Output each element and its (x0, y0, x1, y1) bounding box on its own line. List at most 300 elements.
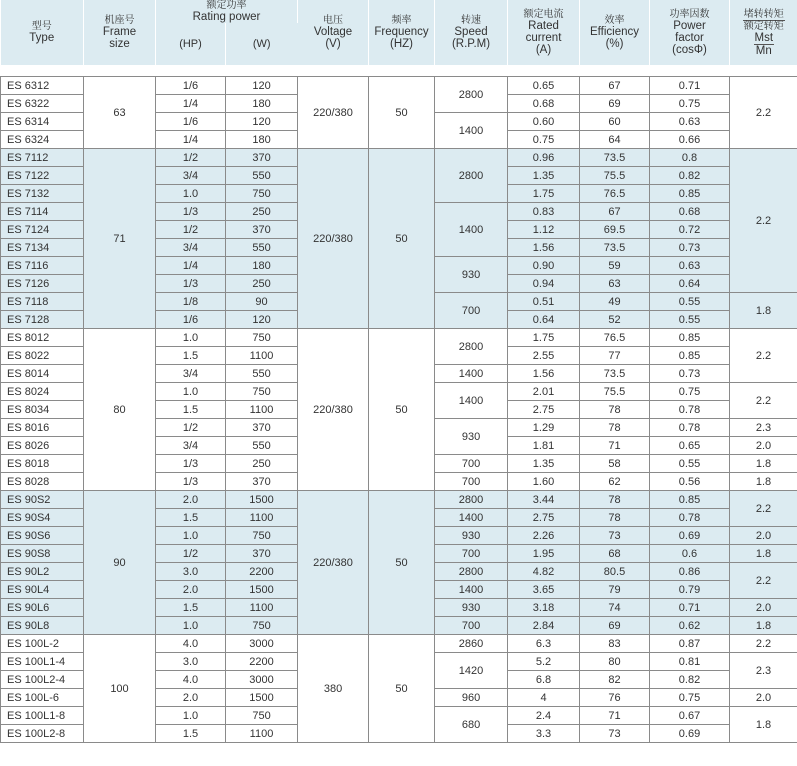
efficiency-cell: 76.5 (580, 185, 650, 203)
type-cell: ES 100L1-4 (1, 653, 84, 671)
type-cell: ES 100L-6 (1, 689, 84, 707)
power-factor-cell: 0.65 (650, 437, 730, 455)
watt-cell: 750 (226, 329, 298, 347)
voltage-cell: 220/380 (298, 149, 369, 329)
power-factor-cell: 0.56 (650, 473, 730, 491)
power-factor-cell: 0.85 (650, 347, 730, 365)
torque-ratio-cell: 2.2 (730, 383, 797, 419)
speed-cell: 680 (435, 707, 508, 743)
hp-cell: 1.5 (156, 725, 226, 743)
current-cell: 1.29 (508, 419, 580, 437)
type-cell: ES 90L8 (1, 617, 84, 635)
watt-cell: 550 (226, 365, 298, 383)
watt-cell: 180 (226, 131, 298, 149)
type-cell: ES 8016 (1, 419, 84, 437)
power-factor-cell: 0.72 (650, 221, 730, 239)
power-factor-cell: 0.55 (650, 293, 730, 311)
current-cell: 5.2 (508, 653, 580, 671)
power-factor-cell: 0.75 (650, 689, 730, 707)
table-row (1, 635, 797, 653)
header-frequency: 频率 Frequency (HZ) (369, 0, 435, 65)
speed-cell: 700 (435, 293, 508, 329)
current-cell: 2.75 (508, 401, 580, 419)
type-cell: ES 90S4 (1, 509, 84, 527)
speed-cell: 700 (435, 455, 508, 473)
hp-cell: 2.0 (156, 491, 226, 509)
efficiency-cell: 80 (580, 653, 650, 671)
hp-cell: 4.0 (156, 635, 226, 653)
current-cell: 1.35 (508, 455, 580, 473)
hp-cell: 1/3 (156, 455, 226, 473)
watt-cell: 1100 (226, 401, 298, 419)
speed-cell: 700 (435, 545, 508, 563)
header-voltage: 电压 Voltage (V) (298, 0, 369, 65)
voltage-cell: 380 (298, 635, 369, 743)
hp-cell: 1/6 (156, 77, 226, 95)
speed-cell: 1400 (435, 203, 508, 257)
voltage-cell: 220/380 (298, 329, 369, 491)
efficiency-cell: 74 (580, 599, 650, 617)
speed-cell: 2800 (435, 491, 508, 509)
hp-cell: 1/2 (156, 419, 226, 437)
torque-ratio-cell: 2.0 (730, 689, 797, 707)
current-cell: 0.60 (508, 113, 580, 131)
efficiency-cell: 73 (580, 725, 650, 743)
current-cell: 0.96 (508, 149, 580, 167)
header-power-factor: 功率因数 Power factor (cosΦ) (650, 0, 730, 65)
power-factor-cell: 0.8 (650, 149, 730, 167)
hp-cell: 1/4 (156, 257, 226, 275)
efficiency-cell: 62 (580, 473, 650, 491)
efficiency-cell: 67 (580, 77, 650, 95)
power-factor-cell: 0.55 (650, 455, 730, 473)
current-cell: 2.55 (508, 347, 580, 365)
watt-cell: 250 (226, 203, 298, 221)
efficiency-cell: 80.5 (580, 563, 650, 581)
efficiency-cell: 58 (580, 455, 650, 473)
current-cell: 2.4 (508, 707, 580, 725)
watt-cell: 1500 (226, 581, 298, 599)
efficiency-cell: 76.5 (580, 329, 650, 347)
header-torque-ratio: 堵转转矩 额定转矩 Mst Mn (730, 0, 797, 65)
hp-cell: 1.5 (156, 401, 226, 419)
torque-ratio-cell: 2.2 (730, 149, 797, 293)
efficiency-cell: 71 (580, 437, 650, 455)
watt-cell: 750 (226, 383, 298, 401)
type-cell: ES 8026 (1, 437, 84, 455)
torque-ratio-cell: 2.0 (730, 527, 797, 545)
watt-cell: 550 (226, 239, 298, 257)
current-cell: 6.8 (508, 671, 580, 689)
power-factor-cell: 0.79 (650, 581, 730, 599)
hp-cell: 3/4 (156, 365, 226, 383)
power-factor-cell: 0.82 (650, 167, 730, 185)
efficiency-cell: 82 (580, 671, 650, 689)
efficiency-cell: 73 (580, 527, 650, 545)
hp-cell: 3/4 (156, 167, 226, 185)
current-cell: 2.84 (508, 617, 580, 635)
table-row (1, 491, 797, 509)
watt-cell: 180 (226, 95, 298, 113)
current-cell: 3.18 (508, 599, 580, 617)
current-cell: 4.82 (508, 563, 580, 581)
header-type: 型号 Type (1, 0, 84, 65)
type-cell: ES 8034 (1, 401, 84, 419)
hp-cell: 1/2 (156, 149, 226, 167)
type-cell: ES 8028 (1, 473, 84, 491)
watt-cell: 120 (226, 77, 298, 95)
speed-cell: 2800 (435, 563, 508, 581)
hp-cell: 1/3 (156, 275, 226, 293)
current-cell: 0.51 (508, 293, 580, 311)
speed-cell: 2800 (435, 149, 508, 203)
efficiency-cell: 64 (580, 131, 650, 149)
hp-cell: 3/4 (156, 239, 226, 257)
hp-cell: 3.0 (156, 563, 226, 581)
power-factor-cell: 0.67 (650, 707, 730, 725)
hp-cell: 1/2 (156, 545, 226, 563)
efficiency-cell: 78 (580, 419, 650, 437)
current-cell: 1.81 (508, 437, 580, 455)
frame-size-cell: 80 (84, 329, 156, 491)
power-factor-cell: 0.63 (650, 113, 730, 131)
power-factor-cell: 0.81 (650, 653, 730, 671)
speed-cell: 1400 (435, 113, 508, 149)
efficiency-cell: 83 (580, 635, 650, 653)
torque-ratio-cell: 1.8 (730, 293, 797, 329)
type-cell: ES 90S2 (1, 491, 84, 509)
watt-cell: 120 (226, 113, 298, 131)
efficiency-cell: 69 (580, 95, 650, 113)
current-cell: 2.26 (508, 527, 580, 545)
current-cell: 6.3 (508, 635, 580, 653)
torque-ratio-cell: 2.0 (730, 599, 797, 617)
table-row (1, 149, 797, 167)
type-cell: ES 90S8 (1, 545, 84, 563)
torque-ratio-cell: 2.2 (730, 635, 797, 653)
efficiency-cell: 49 (580, 293, 650, 311)
current-cell: 1.56 (508, 365, 580, 383)
hp-cell: 3/4 (156, 437, 226, 455)
hp-cell: 2.0 (156, 581, 226, 599)
table-header (1, 0, 797, 65)
torque-ratio-cell: 1.8 (730, 617, 797, 635)
efficiency-cell: 52 (580, 311, 650, 329)
watt-cell: 2200 (226, 563, 298, 581)
current-cell: 0.83 (508, 203, 580, 221)
torque-ratio-cell: 1.8 (730, 455, 797, 473)
watt-cell: 370 (226, 419, 298, 437)
power-factor-cell: 0.66 (650, 131, 730, 149)
watt-cell: 550 (226, 167, 298, 185)
hp-cell: 1.0 (156, 185, 226, 203)
power-factor-cell: 0.73 (650, 365, 730, 383)
efficiency-cell: 75.5 (580, 167, 650, 185)
frequency-cell: 50 (369, 329, 435, 491)
header-hp: (HP) (156, 23, 226, 65)
power-factor-cell: 0.69 (650, 527, 730, 545)
speed-cell: 1420 (435, 653, 508, 689)
type-cell: ES 7114 (1, 203, 84, 221)
torque-ratio-cell: 2.3 (730, 653, 797, 689)
torque-ratio-cell: 2.2 (730, 77, 797, 149)
current-cell: 0.90 (508, 257, 580, 275)
frame-size-cell: 71 (84, 149, 156, 329)
header-w: (W) (226, 23, 298, 65)
type-cell: ES 100L-2 (1, 635, 84, 653)
power-factor-cell: 0.78 (650, 401, 730, 419)
hp-cell: 1.0 (156, 383, 226, 401)
torque-ratio-cell: 2.2 (730, 329, 797, 383)
type-cell: ES 100L2-8 (1, 725, 84, 743)
power-factor-cell: 0.78 (650, 509, 730, 527)
power-factor-cell: 0.85 (650, 491, 730, 509)
type-cell: ES 90L6 (1, 599, 84, 617)
power-factor-cell: 0.75 (650, 95, 730, 113)
hp-cell: 2.0 (156, 689, 226, 707)
power-factor-cell: 0.87 (650, 635, 730, 653)
power-factor-cell: 0.64 (650, 275, 730, 293)
speed-cell: 2860 (435, 635, 508, 653)
type-cell: ES 6324 (1, 131, 84, 149)
voltage-cell: 220/380 (298, 491, 369, 635)
power-factor-cell: 0.62 (650, 617, 730, 635)
speed-cell: 700 (435, 617, 508, 635)
watt-cell: 1500 (226, 689, 298, 707)
efficiency-cell: 59 (580, 257, 650, 275)
type-cell: ES 90L2 (1, 563, 84, 581)
speed-cell: 2800 (435, 77, 508, 113)
frequency-cell: 50 (369, 635, 435, 743)
efficiency-cell: 67 (580, 203, 650, 221)
power-factor-cell: 0.85 (650, 185, 730, 203)
hp-cell: 1/3 (156, 473, 226, 491)
type-cell: ES 8018 (1, 455, 84, 473)
type-cell: ES 90S6 (1, 527, 84, 545)
header-rated-current: 额定电流 Rated current (A) (508, 0, 580, 65)
hp-cell: 1.5 (156, 599, 226, 617)
hp-cell: 1/6 (156, 113, 226, 131)
hp-cell: 1/3 (156, 203, 226, 221)
watt-cell: 370 (226, 473, 298, 491)
type-cell: ES 7122 (1, 167, 84, 185)
torque-ratio-cell: 1.8 (730, 707, 797, 743)
hp-cell: 1.5 (156, 509, 226, 527)
frame-size-cell: 100 (84, 635, 156, 743)
hp-cell: 3.0 (156, 653, 226, 671)
current-cell: 3.3 (508, 725, 580, 743)
hp-cell: 1.0 (156, 527, 226, 545)
watt-cell: 1100 (226, 509, 298, 527)
efficiency-cell: 69.5 (580, 221, 650, 239)
type-cell: ES 100L2-4 (1, 671, 84, 689)
speed-cell: 930 (435, 419, 508, 455)
type-cell: ES 6322 (1, 95, 84, 113)
speed-cell: 1400 (435, 383, 508, 419)
type-cell: ES 7134 (1, 239, 84, 257)
speed-cell: 700 (435, 473, 508, 491)
frequency-cell: 50 (369, 77, 435, 149)
power-factor-cell: 0.68 (650, 203, 730, 221)
header-spacer (1, 65, 797, 77)
watt-cell: 3000 (226, 671, 298, 689)
hp-cell: 1/8 (156, 293, 226, 311)
efficiency-cell: 76 (580, 689, 650, 707)
efficiency-cell: 73.5 (580, 149, 650, 167)
watt-cell: 1100 (226, 725, 298, 743)
efficiency-cell: 77 (580, 347, 650, 365)
hp-cell: 1.0 (156, 617, 226, 635)
type-cell: ES 7112 (1, 149, 84, 167)
efficiency-cell: 68 (580, 545, 650, 563)
watt-cell: 550 (226, 437, 298, 455)
hp-cell: 1.5 (156, 347, 226, 365)
current-cell: 1.56 (508, 239, 580, 257)
watt-cell: 750 (226, 617, 298, 635)
type-cell: ES 7128 (1, 311, 84, 329)
current-cell: 1.60 (508, 473, 580, 491)
efficiency-cell: 73.5 (580, 365, 650, 383)
watt-cell: 180 (226, 257, 298, 275)
hp-cell: 1.0 (156, 707, 226, 725)
power-factor-cell: 0.71 (650, 77, 730, 95)
voltage-cell: 220/380 (298, 77, 369, 149)
power-factor-cell: 0.82 (650, 671, 730, 689)
frame-size-cell: 90 (84, 491, 156, 635)
power-factor-cell: 0.85 (650, 329, 730, 347)
current-cell: 0.94 (508, 275, 580, 293)
current-cell: 0.68 (508, 95, 580, 113)
efficiency-cell: 71 (580, 707, 650, 725)
frequency-cell: 50 (369, 491, 435, 635)
hp-cell: 4.0 (156, 671, 226, 689)
watt-cell: 1100 (226, 599, 298, 617)
current-cell: 1.95 (508, 545, 580, 563)
efficiency-cell: 73.5 (580, 239, 650, 257)
efficiency-cell: 69 (580, 617, 650, 635)
current-cell: 3.65 (508, 581, 580, 599)
torque-ratio-cell: 2.2 (730, 491, 797, 527)
current-cell: 0.75 (508, 131, 580, 149)
current-cell: 2.75 (508, 509, 580, 527)
power-factor-cell: 0.86 (650, 563, 730, 581)
torque-ratio-cell: 1.8 (730, 545, 797, 563)
type-cell: ES 6312 (1, 77, 84, 95)
table-row (1, 77, 797, 95)
power-factor-cell: 0.78 (650, 419, 730, 437)
power-factor-cell: 0.63 (650, 257, 730, 275)
hp-cell: 1/2 (156, 221, 226, 239)
speed-cell: 960 (435, 689, 508, 707)
speed-cell: 1400 (435, 581, 508, 599)
current-cell: 3.44 (508, 491, 580, 509)
efficiency-cell: 78 (580, 491, 650, 509)
power-factor-cell: 0.71 (650, 599, 730, 617)
watt-cell: 1500 (226, 491, 298, 509)
type-cell: ES 7124 (1, 221, 84, 239)
speed-cell: 1400 (435, 509, 508, 527)
type-cell: ES 7116 (1, 257, 84, 275)
efficiency-cell: 78 (580, 509, 650, 527)
efficiency-cell: 63 (580, 275, 650, 293)
watt-cell: 750 (226, 185, 298, 203)
watt-cell: 250 (226, 275, 298, 293)
table-row (1, 329, 797, 347)
type-cell: ES 8014 (1, 365, 84, 383)
power-factor-cell: 0.75 (650, 383, 730, 401)
current-cell: 1.75 (508, 185, 580, 203)
type-cell: ES 6314 (1, 113, 84, 131)
watt-cell: 370 (226, 221, 298, 239)
watt-cell: 2200 (226, 653, 298, 671)
power-factor-cell: 0.6 (650, 545, 730, 563)
watt-cell: 1100 (226, 347, 298, 365)
watt-cell: 370 (226, 545, 298, 563)
watt-cell: 750 (226, 527, 298, 545)
torque-ratio-cell: 1.8 (730, 473, 797, 491)
current-cell: 4 (508, 689, 580, 707)
type-cell: ES 7132 (1, 185, 84, 203)
type-cell: ES 8012 (1, 329, 84, 347)
efficiency-cell: 60 (580, 113, 650, 131)
watt-cell: 90 (226, 293, 298, 311)
type-cell: ES 8024 (1, 383, 84, 401)
current-cell: 2.01 (508, 383, 580, 401)
speed-cell: 930 (435, 527, 508, 545)
current-cell: 0.65 (508, 77, 580, 95)
watt-cell: 750 (226, 707, 298, 725)
watt-cell: 3000 (226, 635, 298, 653)
speed-cell: 930 (435, 257, 508, 293)
current-cell: 1.12 (508, 221, 580, 239)
power-factor-cell: 0.55 (650, 311, 730, 329)
efficiency-cell: 75.5 (580, 383, 650, 401)
watt-cell: 250 (226, 455, 298, 473)
torque-ratio-cell: 2.0 (730, 437, 797, 455)
speed-cell: 2800 (435, 329, 508, 365)
frequency-cell: 50 (369, 149, 435, 329)
header-speed: 转速 Speed (R.P.M) (435, 0, 508, 65)
hp-cell: 1.0 (156, 329, 226, 347)
header-frame: 机座号 Frame size (84, 0, 156, 65)
power-factor-cell: 0.73 (650, 239, 730, 257)
efficiency-cell: 78 (580, 401, 650, 419)
torque-ratio-cell: 2.3 (730, 419, 797, 437)
speed-cell: 930 (435, 599, 508, 617)
watt-cell: 370 (226, 149, 298, 167)
speed-cell: 1400 (435, 365, 508, 383)
hp-cell: 1/4 (156, 131, 226, 149)
type-cell: ES 7118 (1, 293, 84, 311)
current-cell: 0.64 (508, 311, 580, 329)
header-rating-power: 额定功率 Rating power (156, 0, 298, 23)
watt-cell: 120 (226, 311, 298, 329)
torque-ratio-cell: 2.2 (730, 563, 797, 599)
hp-cell: 1/4 (156, 95, 226, 113)
hp-cell: 1/6 (156, 311, 226, 329)
power-factor-cell: 0.69 (650, 725, 730, 743)
type-cell: ES 7126 (1, 275, 84, 293)
frame-size-cell: 63 (84, 77, 156, 149)
type-cell: ES 8022 (1, 347, 84, 365)
type-cell: ES 90L4 (1, 581, 84, 599)
type-cell: ES 100L1-8 (1, 707, 84, 725)
header-efficiency: 效率 Efficiency (%) (580, 0, 650, 65)
efficiency-cell: 79 (580, 581, 650, 599)
current-cell: 1.75 (508, 329, 580, 347)
table-body (1, 65, 797, 743)
current-cell: 1.35 (508, 167, 580, 185)
